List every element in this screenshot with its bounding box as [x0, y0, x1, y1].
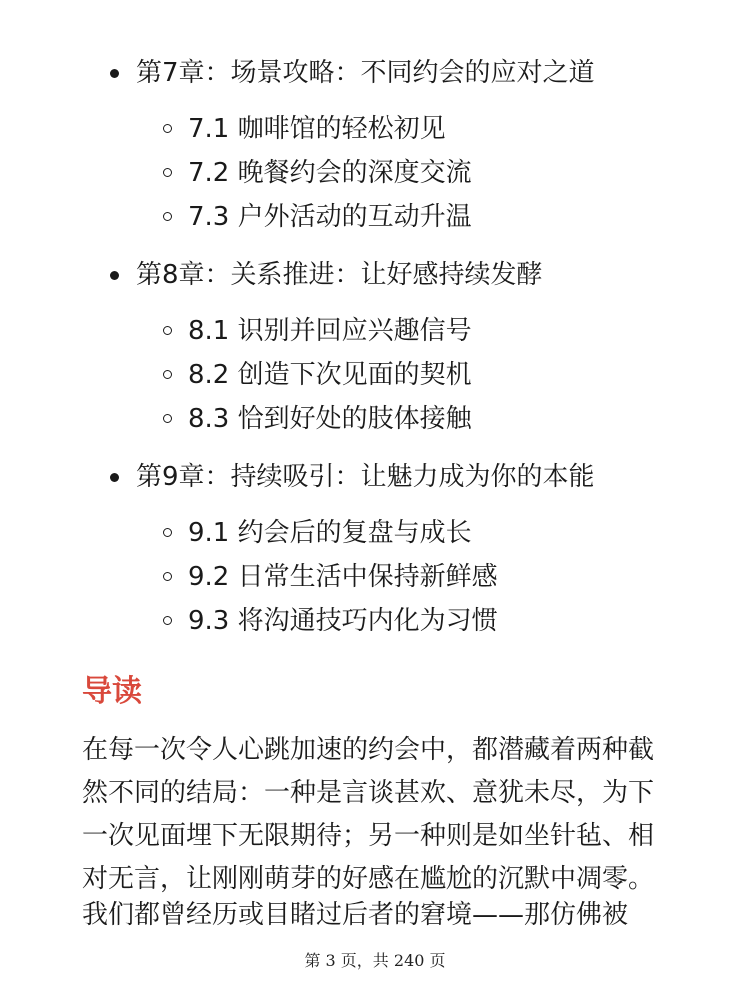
intro-paragraph-line: 我们都曾经历或目睹过后者的窘境——那仿佛被	[82, 900, 629, 930]
section-title: 8.3 恰到好处的肢体接触	[188, 404, 472, 434]
intro-paragraph-line: 对无言，让刚刚萌芽的好感在尴尬的沉默中凋零。	[82, 864, 655, 894]
bullet-circle-icon	[163, 414, 172, 423]
bullet-circle-icon	[163, 572, 172, 581]
section-title: 7.2 晚餐约会的深度交流	[188, 158, 472, 188]
bullet-circle-icon	[163, 370, 172, 379]
page-number: 第 3 页，共 240 页	[304, 951, 446, 970]
section-title: 7.1 咖啡馆的轻松初见	[188, 114, 446, 144]
intro-heading: 导读	[82, 674, 142, 709]
chapter-title: 第8章：关系推进：让好感持续发酵	[136, 260, 543, 290]
intro-paragraph-line: 然不同的结局：一种是言谈甚欢、意犹未尽，为下	[82, 778, 655, 808]
section-title: 8.2 创造下次见面的契机	[188, 360, 472, 390]
bullet-circle-icon	[163, 326, 172, 335]
bullet-dot-icon	[110, 271, 119, 280]
section-title: 8.1 识别并回应兴趣信号	[188, 316, 472, 346]
bullet-circle-icon	[163, 528, 172, 537]
section-title: 9.1 约会后的复盘与成长	[188, 518, 472, 548]
chapter-title: 第9章：持续吸引：让魅力成为你的本能	[136, 462, 595, 492]
bullet-dot-icon	[110, 473, 119, 482]
bullet-circle-icon	[163, 124, 172, 133]
bullet-circle-icon	[163, 168, 172, 177]
section-title: 9.3 将沟通技巧内化为习惯	[188, 606, 498, 636]
bullet-circle-icon	[163, 212, 172, 221]
bullet-circle-icon	[163, 616, 172, 625]
chapter-title: 第7章：场景攻略：不同约会的应对之道	[136, 58, 595, 88]
intro-paragraph-line: 一次见面埋下无限期待；另一种则是如坐针毡、相	[82, 821, 655, 851]
bullet-dot-icon	[110, 69, 119, 78]
section-title: 9.2 日常生活中保持新鲜感	[188, 562, 498, 592]
section-title: 7.3 户外活动的互动升温	[188, 202, 472, 232]
intro-paragraph-line: 在每一次令人心跳加速的约会中，都潜藏着两种截	[82, 735, 655, 765]
